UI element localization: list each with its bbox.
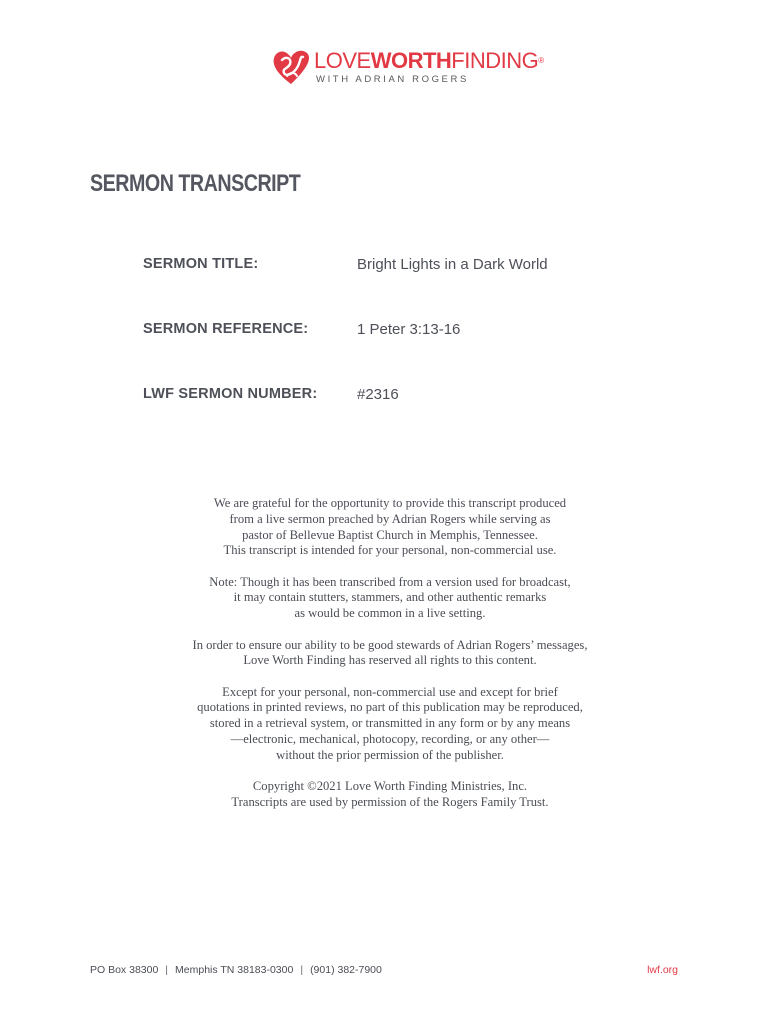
heart-logo-icon — [270, 46, 312, 88]
notice-line: stored in a retrieval system, or transmitted in any form or by any means — [209, 716, 571, 731]
sermon-title-label: SERMON TITLE: — [143, 256, 259, 272]
notice-line: without the prior permission of the publisher. — [276, 747, 504, 762]
document-title: SERMON TRANSCRIPT — [90, 170, 301, 197]
notice-line: Love Worth Finding has reserved all rights to this content. — [243, 653, 537, 668]
brand-wordmark — [314, 48, 544, 74]
notice-line: quotations in printed reviews, no part of this publication may be reproduced, — [197, 700, 583, 715]
sermon-info — [143, 256, 643, 451]
sermon-reference-label: SERMON REFERENCE: — [143, 321, 309, 337]
brand-tagline: WITH ADRIAN ROGERS — [316, 74, 469, 85]
notice-rights — [90, 638, 690, 670]
notice-line: from a live sermon preached by Adrian Rogers while serving as — [229, 511, 551, 526]
brand-logo — [270, 44, 544, 92]
info-row-reference — [143, 321, 643, 386]
notice-line: This transcript is intended for your personal, non-commercial use. — [223, 543, 557, 558]
notice-line: Note: Though it has been transcribed from a version used for broadcast, — [209, 574, 571, 589]
legal-notices — [90, 496, 690, 826]
footer-separator: | — [300, 964, 304, 976]
footer-address: PO Box 38300 — [90, 964, 159, 976]
notice-line: We are grateful for the opportunity to provide this transcript produced — [213, 496, 567, 510]
notice-line: Copyright ©2021 Love Worth Finding Ministries, Inc. — [252, 779, 528, 794]
notice-line: Transcripts are used by permission of the Rogers Family Trust. — [231, 794, 549, 809]
notice-line: —electronic, mechanical, photocopy, recording, or any other— — [230, 732, 550, 747]
page-footer — [90, 964, 678, 976]
notice-copyright — [90, 779, 690, 811]
info-row-title — [143, 256, 643, 321]
notice-line: it may contain stutters, stammers, and other authentic remarks — [233, 590, 547, 605]
sermon-title-value: Bright Lights in a Dark World — [357, 256, 548, 273]
sermon-number-value: #2316 — [357, 386, 399, 403]
info-row-number — [143, 386, 643, 451]
brand-word-love: LOVE — [314, 48, 371, 73]
sermon-number-label: LWF SERMON NUMBER: — [143, 386, 318, 402]
footer-city: Memphis TN 38183-0300 — [175, 964, 294, 976]
footer-separator: | — [165, 964, 169, 976]
notice-line: In order to ensure our ability to be good stewards of Adrian Rogers’ messages, — [192, 637, 588, 652]
notice-line: pastor of Bellevue Baptist Church in Memphis, Tennessee. — [242, 527, 538, 542]
brand-word-finding: FINDING — [451, 48, 539, 73]
notice-transcription — [90, 575, 690, 622]
footer-phone[interactable]: (901) 382-7900 — [310, 964, 382, 976]
notice-gratitude — [90, 496, 690, 559]
sermon-reference-value: 1 Peter 3:13-16 — [357, 321, 461, 338]
notice-line: Except for your personal, non-commercial use and except for brief — [222, 684, 558, 699]
notice-line: as would be common in a live setting. — [294, 606, 486, 621]
notice-reproduction — [90, 685, 690, 764]
footer-website-link[interactable]: lwf.org — [647, 964, 678, 976]
brand-word-worth: WORTH — [370, 48, 452, 73]
registered-mark: ® — [538, 56, 544, 65]
